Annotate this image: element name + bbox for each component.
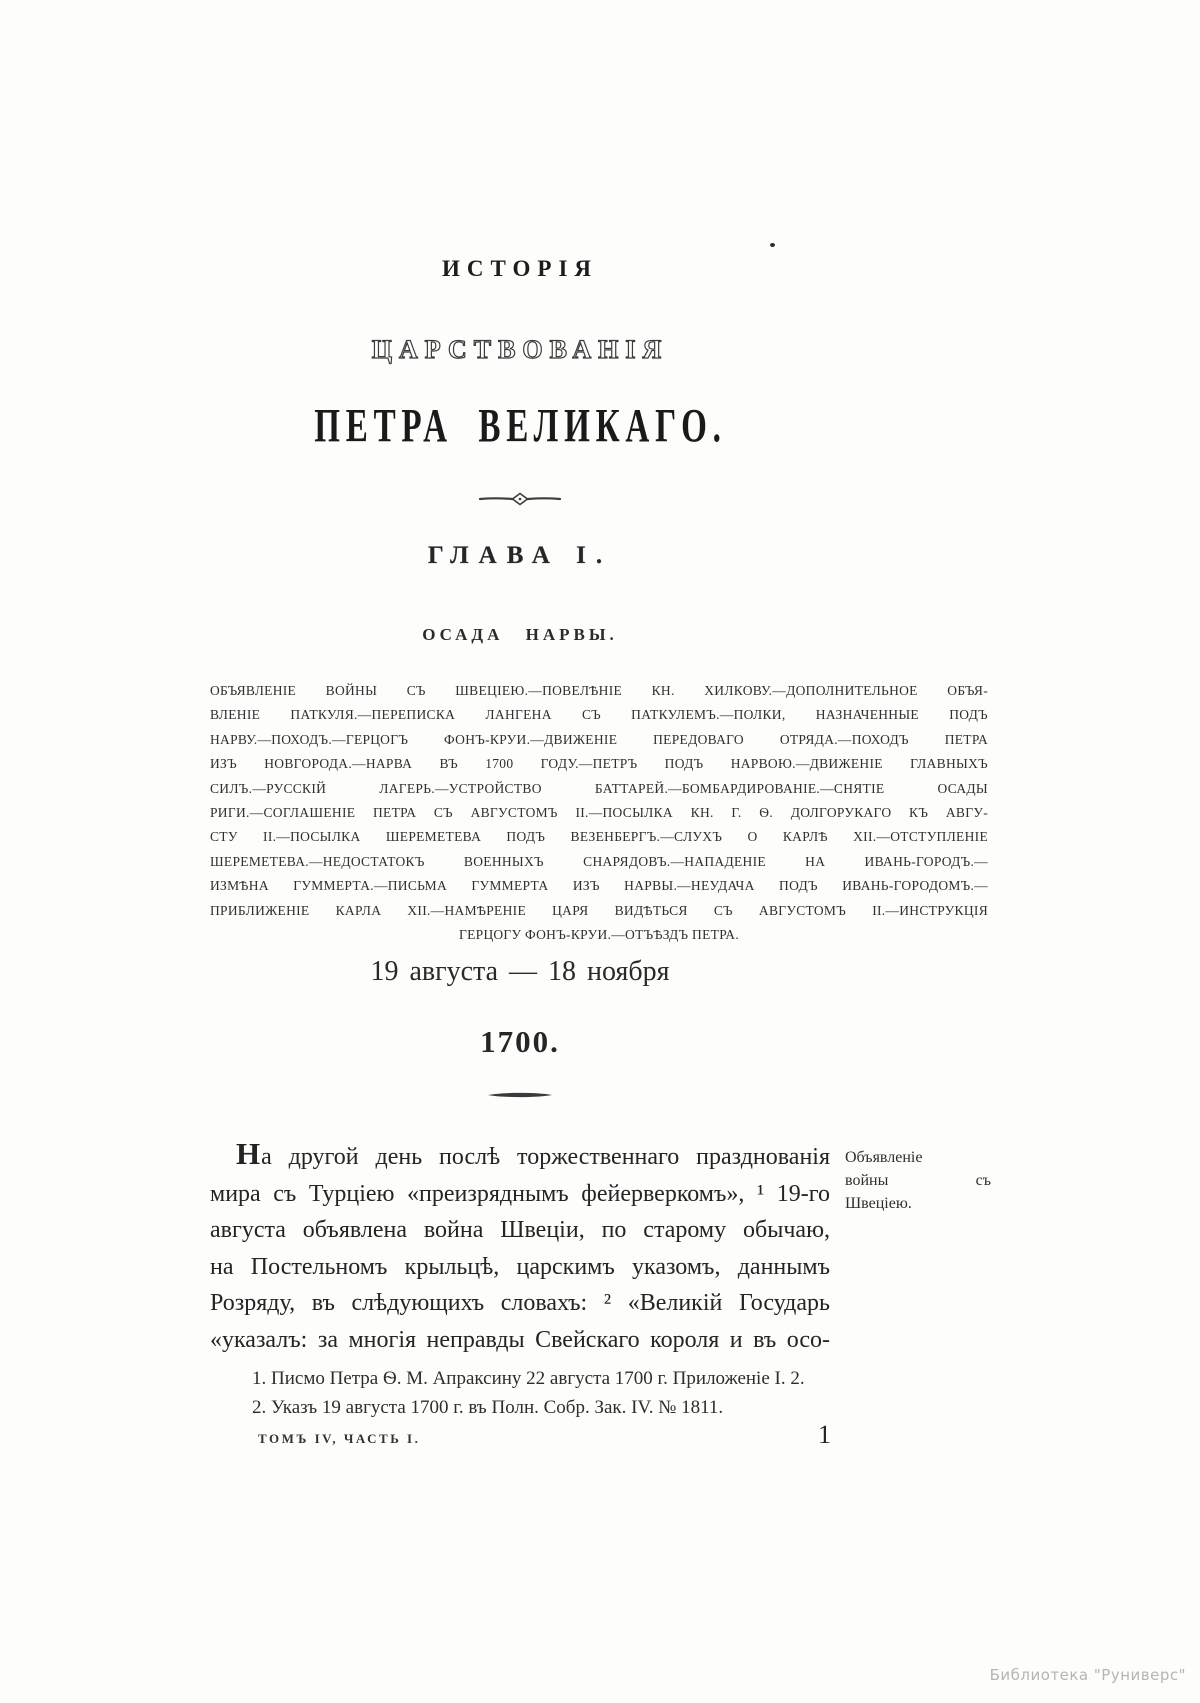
footer-volume-label: ТОМЪ IV, ЧАСТЬ I.: [258, 1431, 421, 1446]
body-line: Розряду, въ слѣдующихъ словахъ: ² «Великій Государь: [210, 1290, 830, 1316]
series-name: [210, 399, 830, 452]
summary-line: ГЕРЦОГУ ФОНЪ-КРУИ.—ОТЪѢЗДЪ ПЕТРА.: [458, 927, 740, 943]
body-line-text: а другой день послѣ торжественнаго празднованія: [261, 1144, 830, 1170]
footnote-line: 1. Писмо Петра Ѳ. М. Апраксину 22 августа 1700 г. Приложеніе I. 2.: [252, 1368, 805, 1389]
summary-line: ВЛЕНІЕ ПАТКУЛЯ.—ПЕРЕПИСКА ЛАНГЕНА СЪ ПАТКУЛЕМЪ.—ПОЛКИ, НАЗНАЧЕННЫЕ ПОДЪ: [210, 707, 988, 723]
date-range-heading: 19 августа — 18 ноября: [370, 956, 670, 987]
summary-line: ОБЪЯВЛЕНІЕ ВОЙНЫ СЪ ШВЕЦІЕЮ.—ПОВЕЛѢНІЕ КН. ХИЛКОВУ.—ДОПОЛНИТЕЛЬНОЕ ОБЪЯ-: [210, 683, 988, 698]
summary-line: РИГИ.—СОГЛАШЕНІЕ ПЕТРА СЪ АВГУСТОМЪ II.—ПОСЫЛКА КН. Г. Ѳ. ДОЛГОРУКАГО КЪ АВГУ-: [210, 805, 988, 821]
body-line: [210, 1136, 830, 1176]
series-name-text: ПЕТРА ВЕЛИКАГО.: [313, 398, 727, 453]
margin-note-line: Объявленіе: [845, 1149, 923, 1166]
summary-line: ПРИБЛИЖЕНІЕ КАРЛА XII.—НАМѢРЕНІЕ ЦАРЯ ВИДѢТЬСЯ СЪ АВГУСТОМЪ II.—ИНСТРУКЦІЯ: [210, 902, 988, 918]
footnotes: [252, 1364, 852, 1422]
margin-note-line: Швеціею.: [845, 1195, 912, 1212]
ornament-divider-icon: [210, 492, 830, 506]
ink-dot-artifact: [770, 243, 775, 247]
summary-line: ШЕРЕМЕТЕВА.—НЕДОСТАТОКЪ ВОЕННЫХЪ СНАРЯДОВЪ.—НАПАДЕНІЕ НА ИВАНЬ-ГОРОДЪ.—: [210, 853, 988, 869]
summary-line: ИЗМѢНА ГУММЕРТА.—ПИСЬМА ГУММЕРТА ИЗЪ НАРВЫ.—НЕУДАЧА ПОДЪ ИВАНЬ-ГОРОДОМЪ.—: [210, 878, 988, 894]
summary-line: НАРВУ.—ПОХОДЪ.—ГЕРЦОГЪ ФОНЪ-КРУИ.—ДВИЖЕНІЕ ПЕРЕДОВАГО ОТРЯДА.—ПОХОДЪ ПЕТРА: [210, 731, 988, 747]
body-line: «указалъ: за многія неправды Свейскаго короля и въ осо-: [210, 1326, 830, 1353]
small-divider-icon: [210, 1091, 830, 1099]
series-title: ИСТОРІЯ: [441, 256, 599, 281]
series-subtitle-outlined: ЦАРСТВОВАНІЯ: [371, 335, 669, 364]
footnote-line: 2. Указъ 19 августа 1700 г. въ Полн. Собр. Зак. IV. № 1811.: [252, 1397, 724, 1418]
year-heading: 1700.: [480, 1024, 560, 1059]
margin-note: [845, 1146, 991, 1215]
body-line: на Постельномъ крыльцѣ, царскимъ указомъ, даннымъ: [210, 1253, 830, 1280]
summary-line: СТУ II.—ПОСЫЛКА ШЕРЕМЕТЕВА ПОДЪ ВЕЗЕНБЕРГЪ.—СЛУХЪ О КАРЛѢ XII.—ОТСТУПЛЕНІЕ: [210, 829, 988, 845]
chapter-summary: [210, 679, 988, 947]
summary-line: ИЗЪ НОВГОРОДА.—НАРВА ВЪ 1700 ГОДУ.—ПЕТРЪ ПОДЪ НАРВОЮ.—ДВИЖЕНІЕ ГЛАВНЫХЪ: [210, 756, 988, 772]
page-number: 1: [818, 1420, 831, 1449]
body-paragraph: [210, 1136, 830, 1358]
library-watermark: Библиотека "Руниверс": [989, 1666, 1186, 1684]
margin-note-line: войны съ: [845, 1172, 991, 1189]
summary-line: СИЛЪ.—РУССКІЙ ЛАГЕРЬ.—УСТРОЙСТВО БАТТАРЕЙ.—БОМБАРДИРОВАНІЕ.—СНЯТІЕ ОСАДЫ: [210, 780, 988, 796]
body-line: августа объявлена война Швеціи, по старому обычаю,: [210, 1217, 830, 1243]
body-line: мира съ Турціею «преизряднымъ фейерверкомъ», ¹ 19-го: [210, 1180, 830, 1207]
chapter-heading: ГЛАВА I.: [427, 542, 613, 569]
initial-capital: Н: [236, 1136, 262, 1171]
chapter-subtitle: ОСАДА НАРВЫ.: [422, 625, 618, 644]
